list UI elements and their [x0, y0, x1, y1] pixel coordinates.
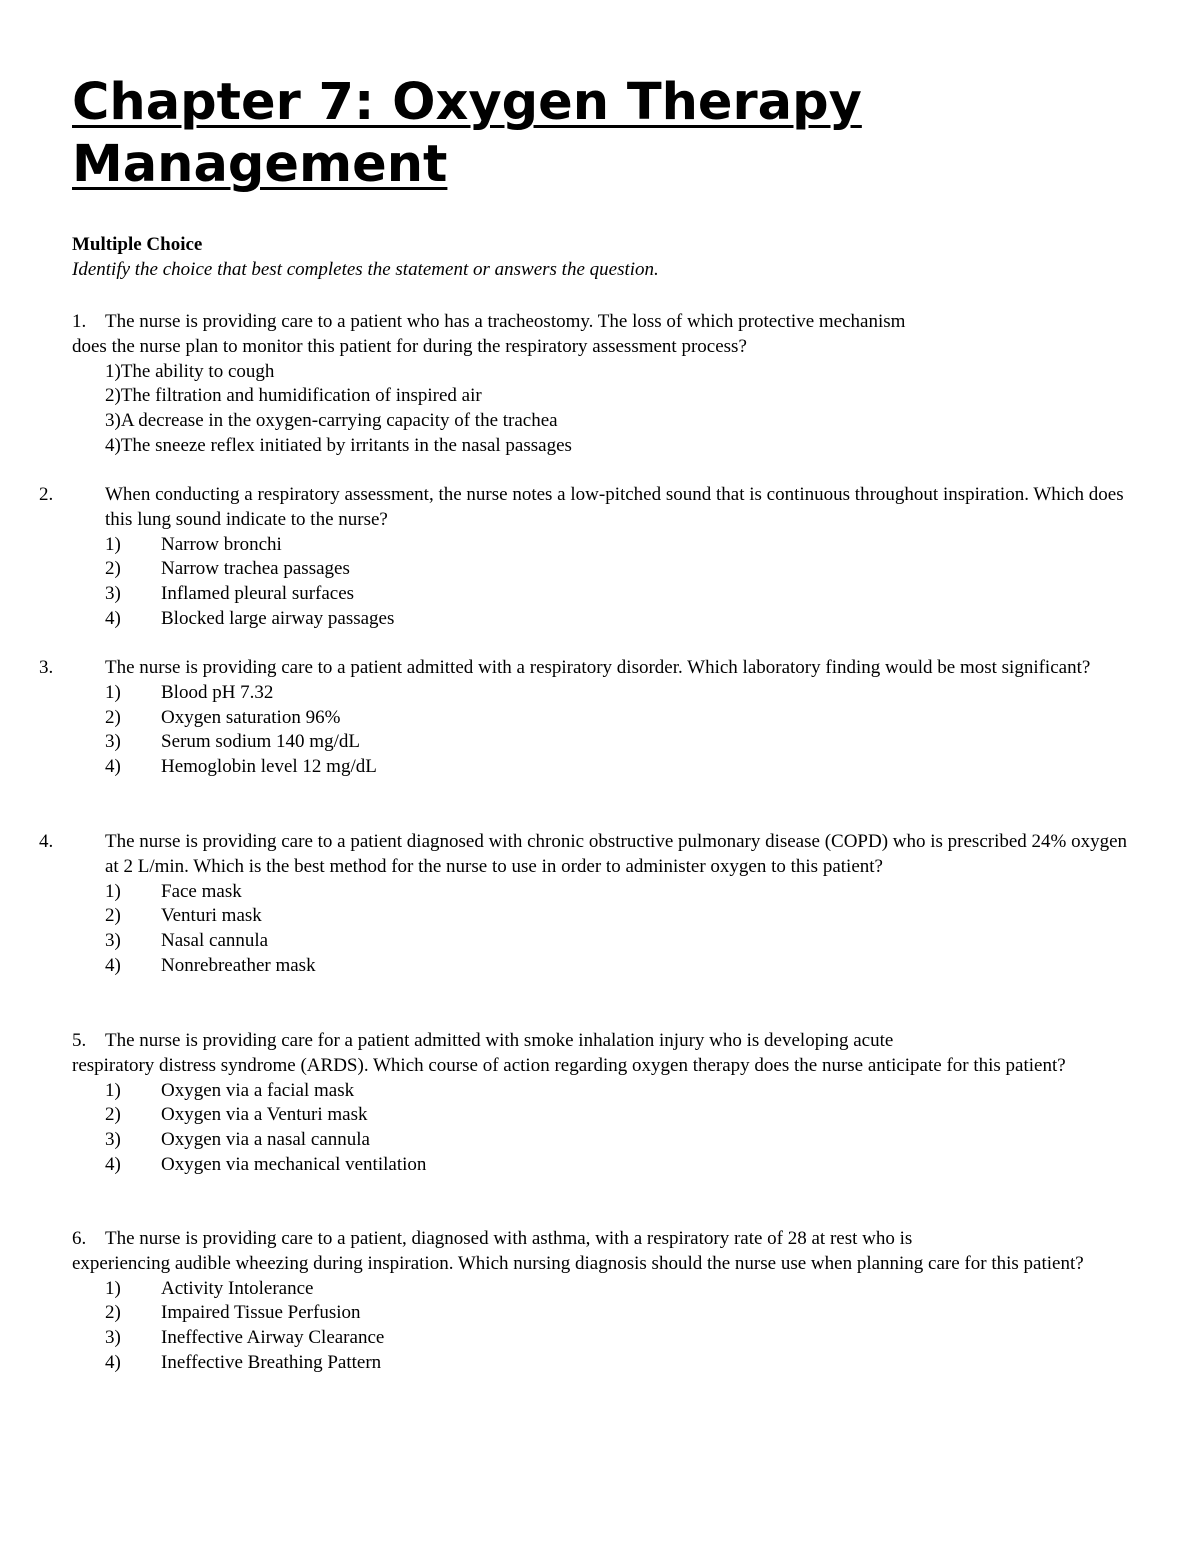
- option-number: 4): [105, 756, 121, 778]
- option-number: 1): [105, 681, 121, 703]
- answer-options: [72, 880, 1132, 979]
- option-text: Hemoglobin level 12 mg/dL: [161, 756, 377, 778]
- answer-option: [72, 434, 1132, 459]
- answer-option: [72, 706, 1132, 731]
- question-6: [72, 1227, 1132, 1376]
- option-number: 1): [105, 1079, 121, 1101]
- option-number: 2): [105, 385, 121, 407]
- option-text: The filtration and humidification of inspired air: [120, 385, 482, 407]
- option-text: The sneeze reflex initiated by irritants in the nasal passages: [120, 434, 572, 456]
- option-text: Activity Intolerance: [161, 1277, 314, 1299]
- question-text: The nurse is providing care to a patient, diagnosed with asthma, with a respiratory rate of 28 at rest who is: [105, 1228, 913, 1249]
- option-text: Face mask: [161, 880, 242, 902]
- answer-options: [72, 360, 1132, 459]
- question-stem-line: [72, 1227, 1132, 1252]
- question-number: 1.: [72, 311, 87, 332]
- option-text: Oxygen via a Venturi mask: [161, 1104, 368, 1126]
- option-number: 2): [105, 905, 121, 927]
- question-number: 2.: [39, 484, 54, 505]
- option-text: Nonrebreather mask: [161, 954, 316, 976]
- option-number: 2): [105, 558, 121, 580]
- option-text: Venturi mask: [161, 905, 262, 927]
- option-number: 3): [105, 731, 121, 753]
- question-3: [39, 656, 1132, 780]
- answer-option: [72, 730, 1132, 755]
- answer-option: [72, 1103, 1132, 1128]
- option-number: 3): [105, 1129, 121, 1151]
- question-stem-line: does the nurse plan to monitor this patient for during the respiratory assessment process?: [72, 335, 747, 357]
- option-text: Oxygen via mechanical ventilation: [161, 1153, 427, 1175]
- option-number: 1): [105, 360, 121, 382]
- option-text: A decrease in the oxygen-carrying capacity of the trachea: [120, 410, 558, 432]
- answer-option: [72, 929, 1132, 954]
- answer-option: [72, 880, 1132, 905]
- question-4: [39, 830, 1132, 979]
- answer-option: [72, 360, 1132, 385]
- answer-option: [72, 681, 1132, 706]
- option-number: 1): [105, 1277, 121, 1299]
- question-text: The nurse is providing care to a patient who has a tracheostomy. The loss of which protective mechanism: [105, 311, 906, 332]
- question-stem: [39, 483, 1132, 533]
- question-stem: [39, 830, 1132, 880]
- answer-options: [72, 1079, 1132, 1178]
- question-text: The nurse is providing care to a patient admitted with a respiratory disorder. Which laboratory finding would be most significant?: [105, 657, 1091, 678]
- question-number: 6.: [72, 1228, 87, 1249]
- option-number: 4): [105, 434, 121, 456]
- option-number: 3): [105, 930, 121, 952]
- answer-option: [72, 1301, 1132, 1326]
- answer-option: [72, 1128, 1132, 1153]
- question-stem: [39, 656, 1132, 681]
- answer-option: [72, 1351, 1132, 1376]
- option-text: Oxygen via a nasal cannula: [161, 1129, 370, 1151]
- option-number: 1): [105, 533, 121, 555]
- option-number: 4): [105, 1351, 121, 1373]
- question-stem-continued: respiratory distress syndrome (ARDS). Which course of action regarding oxygen therapy does the nurse anticipate for this patient?: [72, 1054, 1066, 1076]
- option-text: Oxygen via a facial mask: [161, 1079, 355, 1101]
- answer-option: [72, 384, 1132, 409]
- question-text: When conducting a respiratory assessment, the nurse notes a low-pitched sound that is continuous throughout inspiration. Which does this lung sound indicate to the nurse?: [105, 484, 1124, 530]
- option-text: Oxygen saturation 96%: [161, 706, 341, 728]
- instructions-text: Identify the choice that best completes the statement or answers the question.: [72, 259, 659, 280]
- question-5: [72, 1029, 1132, 1178]
- section-heading: Multiple Choice: [72, 234, 203, 255]
- question-number: 5.: [72, 1030, 87, 1051]
- option-number: 3): [105, 1327, 121, 1349]
- answer-option: [72, 755, 1132, 780]
- question-2: [39, 483, 1132, 632]
- option-text: Serum sodium 140 mg/dL: [161, 731, 360, 753]
- option-number: 1): [105, 880, 121, 902]
- answer-option: [72, 557, 1132, 582]
- answer-option: [72, 1153, 1132, 1178]
- answer-options: [72, 681, 1132, 780]
- option-text: Ineffective Airway Clearance: [161, 1327, 385, 1349]
- option-number: 2): [105, 1302, 121, 1324]
- question-stem-line: [72, 1029, 1132, 1054]
- question-text: The nurse is providing care to a patient diagnosed with chronic obstructive pulmonary disease (COPD) who is prescribed 24% oxygen at 2 L/min. Which is the best method for the nurse to use in order to administer oxygen to this patient?: [105, 831, 1128, 877]
- option-text: Narrow trachea passages: [161, 558, 350, 580]
- answer-option: [72, 607, 1132, 632]
- option-text: Inflamed pleural surfaces: [161, 583, 355, 605]
- option-text: Ineffective Breathing Pattern: [161, 1351, 382, 1373]
- question-1: [72, 310, 1132, 459]
- option-number: 2): [105, 706, 121, 728]
- option-number: 4): [105, 607, 121, 629]
- answer-option: [72, 904, 1132, 929]
- option-number: 3): [105, 410, 121, 432]
- option-text: The ability to cough: [120, 360, 275, 382]
- answer-options: [72, 1277, 1132, 1376]
- answer-option: [72, 954, 1132, 979]
- answer-option: [72, 1326, 1132, 1351]
- option-text: Nasal cannula: [161, 930, 269, 952]
- option-number: 3): [105, 583, 121, 605]
- option-number: 4): [105, 954, 121, 976]
- option-number: 2): [105, 1104, 121, 1126]
- question-stem-continued: experiencing audible wheezing during inspiration. Which nursing diagnosis should the nurse use when planning care for this patient?: [72, 1252, 1084, 1274]
- option-text: Impaired Tissue Perfusion: [161, 1302, 361, 1324]
- answer-options: [72, 533, 1132, 632]
- answer-option: [72, 582, 1132, 607]
- option-text: Blood pH 7.32: [161, 681, 274, 703]
- question-number: 3.: [39, 657, 54, 678]
- page-title: Chapter 7: Oxygen Therapy Management: [72, 73, 862, 194]
- option-text: Blocked large airway passages: [161, 607, 395, 629]
- answer-option: [72, 1277, 1132, 1302]
- option-text: Narrow bronchi: [161, 533, 282, 555]
- answer-option: [72, 409, 1132, 434]
- question-text: The nurse is providing care for a patient admitted with smoke inhalation injury who is developing acute: [105, 1030, 894, 1051]
- answer-option: [72, 1079, 1132, 1104]
- option-number: 4): [105, 1153, 121, 1175]
- answer-option: [72, 533, 1132, 558]
- question-number: 4.: [39, 831, 54, 852]
- question-stem-line: [72, 310, 1132, 335]
